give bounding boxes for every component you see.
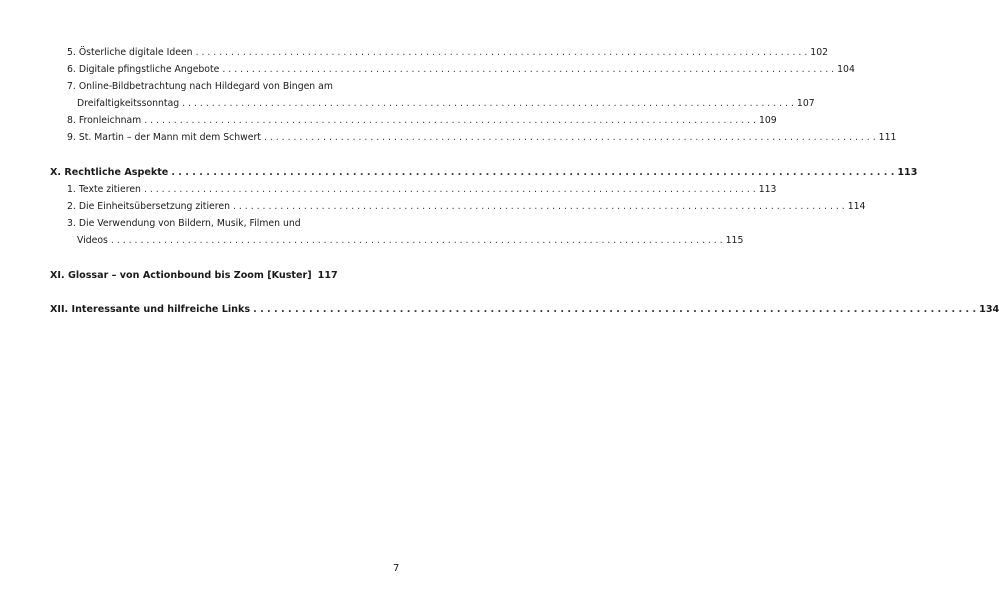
toc-chapter-page: 134 bbox=[979, 304, 999, 315]
toc-entry bbox=[50, 44, 829, 61]
dot-leader bbox=[144, 112, 756, 129]
toc-entry bbox=[50, 181, 777, 198]
toc-entry-page: 113 bbox=[758, 184, 777, 195]
toc-entry-page: 104 bbox=[837, 64, 855, 75]
toc-entry bbox=[50, 61, 855, 78]
dot-leader bbox=[171, 164, 894, 181]
dot-leader bbox=[196, 44, 808, 61]
dot-leader bbox=[233, 198, 845, 215]
toc-entry-page: 107 bbox=[796, 98, 815, 109]
toc-chapter-page: 117 bbox=[317, 270, 338, 281]
toc-entry-page: 114 bbox=[847, 201, 866, 212]
table-of-contents bbox=[50, 44, 999, 318]
toc-entry-title-continued: Videos bbox=[77, 235, 108, 246]
toc-chapter bbox=[50, 267, 338, 284]
toc-entry-title: 1. Texte zitieren bbox=[67, 184, 141, 195]
toc-entry bbox=[50, 129, 897, 146]
toc-entry-title: 5. Österliche digitale Ideen bbox=[67, 47, 193, 58]
page-number: 7 bbox=[393, 563, 400, 574]
toc-entry bbox=[50, 198, 866, 215]
dot-leader bbox=[253, 301, 976, 318]
toc-chapter-title: X. Rechtliche Aspekte bbox=[50, 167, 169, 178]
toc-entry bbox=[50, 215, 744, 249]
toc-entry-title: 2. Die Einheitsübersetzung zitieren bbox=[67, 201, 230, 212]
dot-leader bbox=[182, 95, 794, 112]
toc-entry-page: 111 bbox=[878, 132, 897, 143]
toc-chapter-title: XII. Interessante und hilfreiche Links bbox=[50, 304, 251, 315]
toc-chapter bbox=[50, 301, 999, 318]
toc-entry-page: 115 bbox=[725, 235, 744, 246]
toc-chapter bbox=[50, 164, 918, 181]
toc-entry-page: 102 bbox=[810, 47, 829, 58]
dot-leader bbox=[111, 232, 723, 249]
toc-entry-title: 6. Digitale pfingstliche Angebote bbox=[67, 64, 220, 75]
toc-chapter-title: XI. Glossar – von Actionbound bis Zoom [Kuster] bbox=[50, 270, 312, 281]
dot-leader bbox=[222, 61, 834, 78]
dot-leader bbox=[264, 129, 876, 146]
toc-chapter-page: 113 bbox=[897, 167, 918, 178]
toc-entry-title: 9. St. Martin – der Mann mit dem Schwert bbox=[67, 132, 261, 143]
toc-entry-title: 8. Fronleichnam bbox=[67, 115, 142, 126]
toc-entry-title: 3. Die Verwendung von Bildern, Musik, Filmen und bbox=[67, 218, 301, 229]
toc-entry-title: 7. Online-Bildbetrachtung nach Hildegard von Bingen am bbox=[67, 81, 333, 92]
toc-entry-title-continued: Dreifaltigkeitssonntag bbox=[77, 98, 180, 109]
toc-entry bbox=[50, 78, 815, 112]
toc-entry-page: 109 bbox=[758, 115, 777, 126]
dot-leader bbox=[144, 181, 756, 198]
toc-entry bbox=[50, 112, 777, 129]
